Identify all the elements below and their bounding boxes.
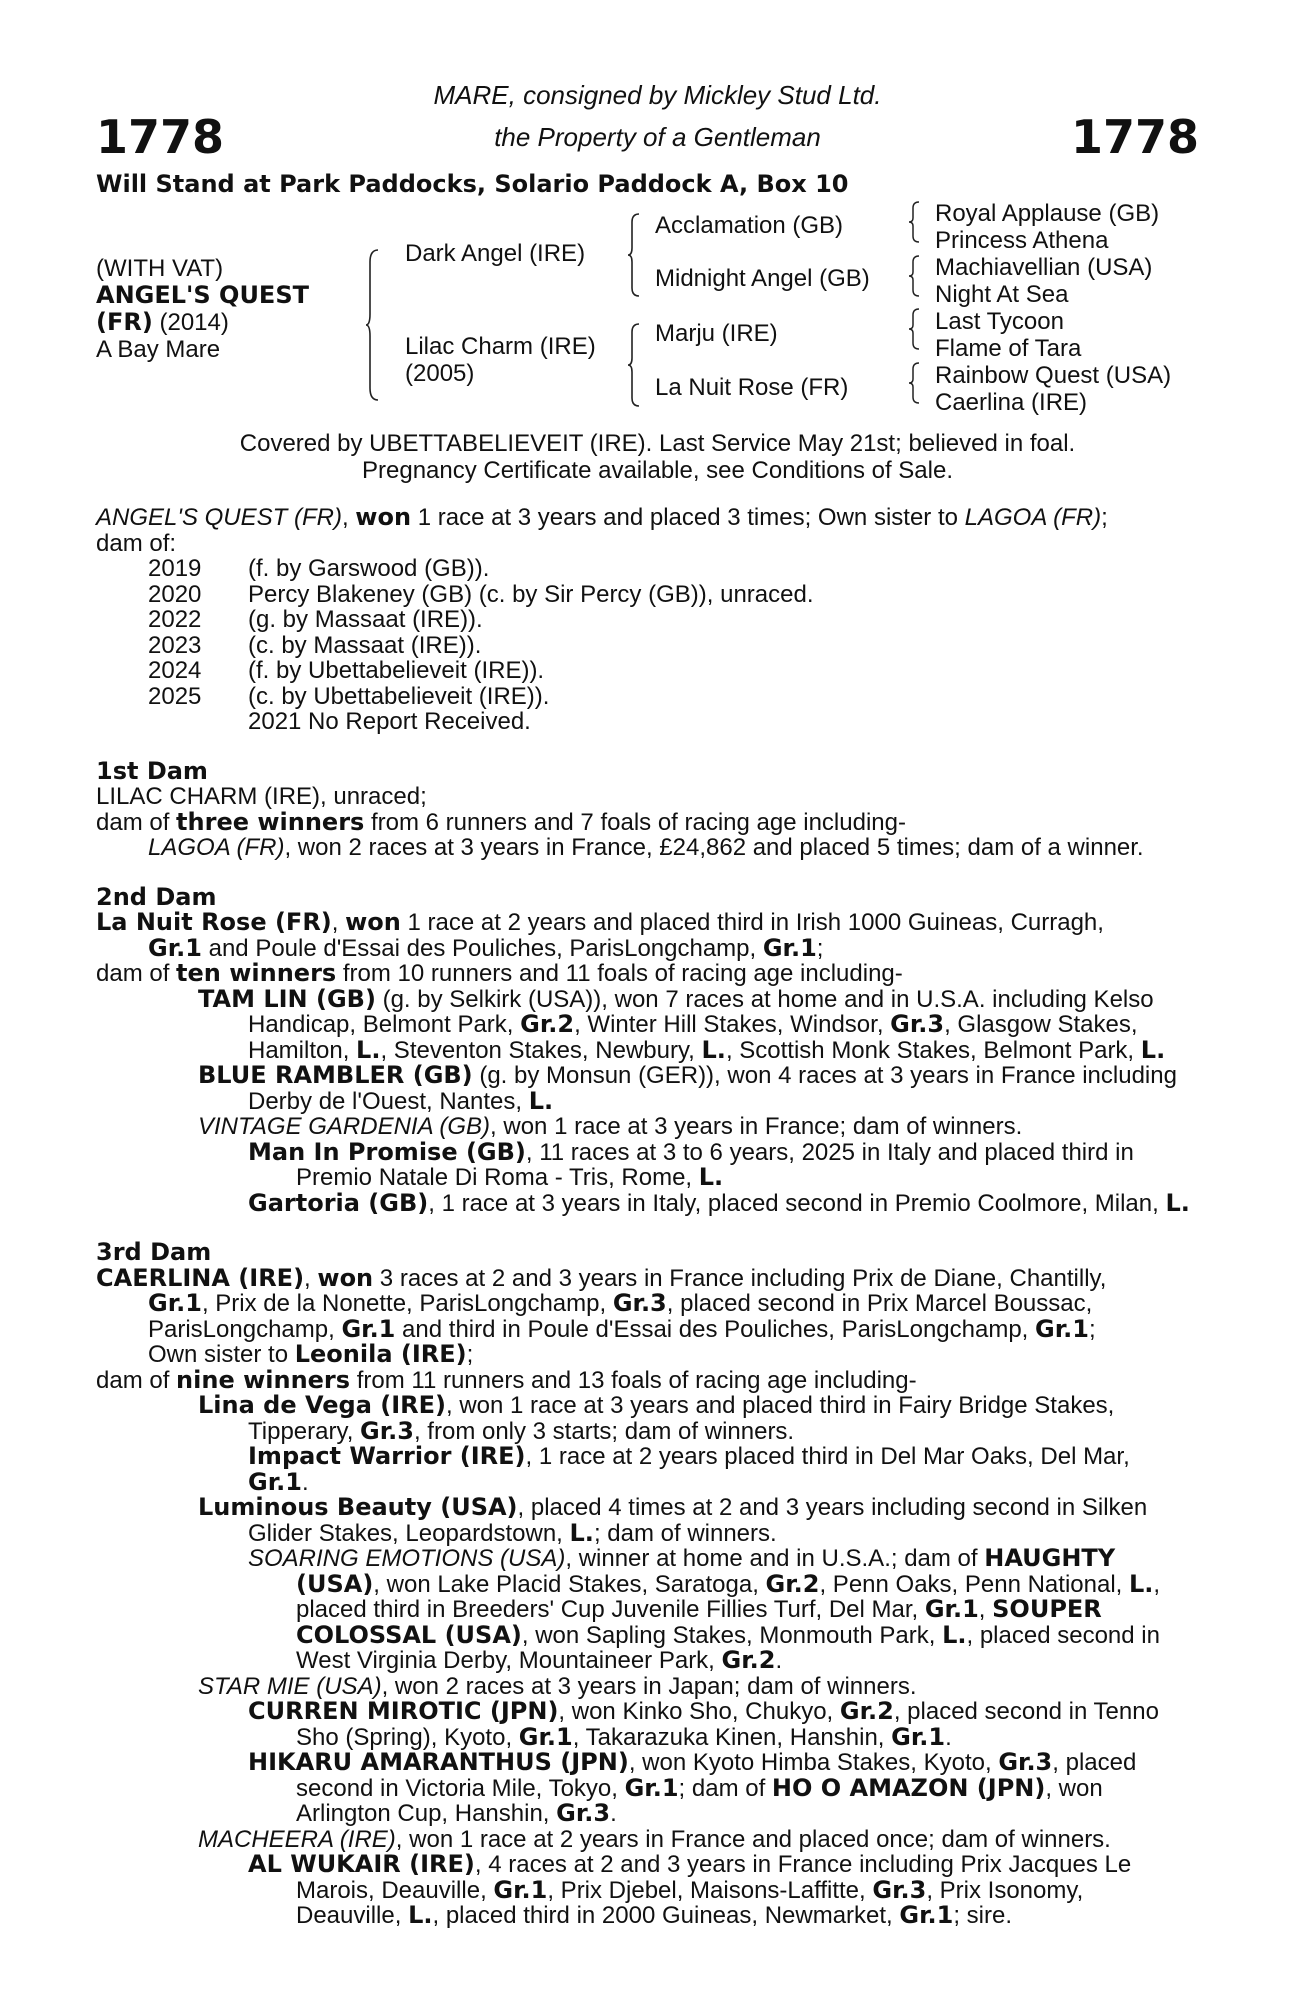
pedigree-sire: Dark Angel (IRE) bbox=[405, 240, 586, 267]
produce-row: 2023 (c. by Massaat (IRE)). bbox=[148, 631, 482, 659]
produce-row: 2025 (c. by Ubettabelieveit (IRE)). bbox=[148, 682, 550, 710]
second-dam-line: Gr.1 and Poule d'Essai des Pouliches, ParisLongchamp, Gr.1; bbox=[148, 933, 824, 962]
intro-dam-of: dam of: bbox=[96, 529, 177, 557]
third-dam-line: AL WUKAIR (IRE), 4 races at 2 and 3 years in France including Prix Jacques Le bbox=[248, 1850, 1132, 1878]
third-dam-line: HIKARU AMARANTHUS (JPN), won Kyoto Himba Stakes, Kyoto, Gr.3, placed bbox=[248, 1748, 1137, 1776]
third-dam-line: Deauville, L., placed third in 2000 Guineas, Newmarket, Gr.1; sire. bbox=[296, 1901, 1013, 1929]
second-dam-line: TAM LIN (GB) (g. by Selkirk (USA)), won 7 races at home and in U.S.A. including Kelso bbox=[198, 984, 1154, 1013]
third-dam-line: placed third in Breeders' Cup Juvenile Fillies Turf, Del Mar, Gr.1, SOUPER bbox=[296, 1595, 1102, 1623]
first-dam-heading: 1st Dam bbox=[96, 756, 208, 785]
pedigree-brace-sire bbox=[628, 212, 638, 298]
property-line: the Property of a Gentleman bbox=[494, 122, 821, 152]
produce-row: 2019 (f. by Garswood (GB)). bbox=[148, 555, 490, 582]
second-dam-line: Gartoria (GB), 1 race at 3 years in Italy, placed second in Premio Coolmore, Milan, L. bbox=[248, 1188, 1190, 1217]
third-dam-line: ParisLongchamp, Gr.1 and third in Poule d'Essai des Pouliches, ParisLongchamp, Gr.1; bbox=[148, 1314, 1096, 1343]
third-dam-line: Lina de Vega (IRE), won 1 race at 3 years and placed third in Fairy Bridge Stakes, bbox=[198, 1391, 1115, 1419]
pedigree-brace-gg1 bbox=[908, 200, 918, 244]
vat-label: (WITH VAT) bbox=[96, 255, 224, 282]
third-dam-line: SOARING EMOTIONS (USA), winner at home and in U.S.A.; dam of HAUGHTY bbox=[248, 1544, 1116, 1572]
third-dam-line: Impact Warrior (IRE), 1 race at 2 years placed third in Del Mar Oaks, Del Mar, Gr.1. bbox=[248, 1442, 1130, 1496]
first-dam-line: dam of three winners from 6 runners and 7 foals of racing age including- bbox=[96, 807, 906, 836]
pedigree-brace-gg2 bbox=[908, 254, 918, 298]
second-dam-line: La Nuit Rose (FR), won 1 race at 2 years and placed third in Irish 1000 Guineas, Curragh, bbox=[96, 908, 1104, 936]
stand-location: Will Stand at Park Paddocks, Solario Paddock A, Box 10 bbox=[96, 170, 849, 198]
second-dam-line: Premio Natale Di Roma - Tris, Rome, L. bbox=[296, 1163, 724, 1191]
first-dam-line: LAGOA (FR), won 2 races at 3 years in France, £24,862 and placed 5 times; dam of a winner. bbox=[148, 834, 1144, 861]
third-dam-line: CAERLINA (IRE), won 3 races at 2 and 3 years in France including Prix de Diane, Chantilly, bbox=[96, 1263, 1107, 1292]
consignor-line: MARE, consigned by Mickley Stud Ltd. bbox=[433, 80, 882, 110]
second-dam-line: Derby de l'Ouest, Nantes, L. bbox=[248, 1086, 554, 1115]
pedigree-gs-2: Midnight Angel (GB) bbox=[655, 265, 870, 292]
lot-number-right: 1778 bbox=[1070, 110, 1199, 164]
third-dam-line: Sho (Spring), Kyoto, Gr.1, Takarazuka Kinen, Hanshin, Gr.1. bbox=[296, 1722, 952, 1751]
third-dam-line: Arlington Cup, Hanshin, Gr.3. bbox=[296, 1799, 617, 1827]
third-dam-line: West Virginia Derby, Mountaineer Park, Gr.2. bbox=[296, 1646, 783, 1674]
third-dam-heading: 3rd Dam bbox=[96, 1238, 212, 1266]
third-dam-line: Gr.1, Prix de la Nonette, ParisLongchamp, Gr.3, placed second in Prix Marcel Boussac, bbox=[148, 1289, 1093, 1317]
pedigree-great-grandparents: Royal Applause (GB) Princess Athena Machiavellian (USA) Night At Sea Last Tycoon Flame of Tara Rainbow Quest (USA) Caerlina (IRE) bbox=[935, 200, 1172, 416]
intro-line: ANGEL'S QUEST (FR), won 1 race at 3 years and placed 3 times; Own sister to LAGOA (FR); bbox=[96, 503, 1108, 531]
third-dam-line: Glider Stakes, Leopardstown, L.; dam of winners. bbox=[248, 1518, 777, 1547]
pedigree-gs-4: La Nuit Rose (FR) bbox=[655, 374, 849, 401]
third-dam-line: Own sister to Leonila (IRE); bbox=[148, 1340, 474, 1368]
second-dam-line: dam of ten winners from 10 runners and 11 foals of racing age including- bbox=[96, 959, 903, 987]
third-dam-line: STAR MIE (USA), won 2 races at 3 years in Japan; dam of winners. bbox=[198, 1672, 917, 1700]
produce-row: 2024 (f. by Ubettabelieveit (IRE)). bbox=[148, 657, 545, 684]
covering-info: Covered by UBETTABELIEVEIT (IRE). Last Service May 21st; believed in foal. Pregnancy Certificate available, see Conditions of Sale. bbox=[239, 430, 1076, 484]
second-dam-line: Hamilton, L., Steventon Stakes, Newbury, L., Scottish Monk Stakes, Belmont Park, L. bbox=[248, 1035, 1166, 1064]
pedigree-subject bbox=[96, 255, 309, 363]
third-dam-line: Tipperary, Gr.3, from only 3 starts; dam of winners. bbox=[248, 1416, 795, 1445]
horse-description: A Bay Mare bbox=[96, 336, 221, 363]
pedigree-dam: Lilac Charm (IRE) (2005) bbox=[405, 333, 596, 387]
second-dam-line: Handicap, Belmont Park, Gr.2, Winter Hill Stakes, Windsor, Gr.3, Glasgow Stakes, bbox=[248, 1010, 1138, 1038]
horse-name: ANGEL'S QUEST bbox=[96, 281, 309, 309]
pedigree-brace-main bbox=[366, 248, 376, 402]
third-dam-line: MACHEERA (IRE), won 1 race at 2 years in France and placed once; dam of winners. bbox=[198, 1825, 1111, 1853]
third-dam-line: second in Victoria Mile, Tokyo, Gr.1; dam of HO O AMAZON (JPN), won bbox=[296, 1773, 1103, 1802]
first-dam-line: LILAC CHARM (IRE), unraced; bbox=[96, 783, 427, 810]
lot-number-left: 1778 bbox=[96, 110, 225, 164]
third-dam-line: Luminous Beauty (USA), placed 4 times at 2 and 3 years including second in Silken bbox=[198, 1493, 1148, 1521]
horse-origin-year: (FR) (2014) bbox=[96, 308, 229, 336]
second-dam-heading: 2nd Dam bbox=[96, 882, 217, 911]
catalogue-body bbox=[96, 505, 1191, 1929]
third-dam-line: dam of nine winners from 11 runners and 13 foals of racing age including- bbox=[96, 1365, 917, 1394]
pedigree-brace-dam bbox=[628, 322, 638, 408]
pedigree-brace-gg4 bbox=[908, 361, 918, 405]
pedigree-gs-1: Acclamation (GB) bbox=[655, 212, 844, 239]
third-dam-line: Marois, Deauville, Gr.1, Prix Djebel, Maisons-Laffitte, Gr.3, Prix Isonomy, bbox=[296, 1875, 1084, 1904]
produce-row: 2020 Percy Blakeney (GB) (c. by Sir Percy (GB)), unraced. bbox=[148, 580, 814, 608]
second-dam-line: VINTAGE GARDENIA (GB), won 1 race at 3 years in France; dam of winners. bbox=[198, 1113, 1023, 1140]
produce-row: 2022 (g. by Massaat (IRE)). bbox=[148, 606, 483, 633]
third-dam-line: CURREN MIROTIC (JPN), won Kinko Sho, Chukyo, Gr.2, placed second in Tenno bbox=[248, 1697, 1159, 1725]
pedigree-brace-gg3 bbox=[908, 307, 918, 351]
produce-note: 2021 No Report Received. bbox=[248, 708, 531, 735]
second-dam-line: BLUE RAMBLER (GB) (g. by Monsun (GER)), won 4 races at 3 years in France including bbox=[198, 1061, 1177, 1089]
pedigree-gs-3: Marju (IRE) bbox=[655, 320, 778, 347]
second-dam-line: Man In Promise (GB), 11 races at 3 to 6 years, 2025 in Italy and placed third in bbox=[248, 1137, 1134, 1166]
third-dam-line: COLOSSAL (USA), won Sapling Stakes, Monmouth Park, L., placed second in bbox=[296, 1620, 1160, 1649]
third-dam-line: (USA), won Lake Placid Stakes, Saratoga, Gr.2, Penn Oaks, Penn National, L., bbox=[296, 1569, 1161, 1598]
